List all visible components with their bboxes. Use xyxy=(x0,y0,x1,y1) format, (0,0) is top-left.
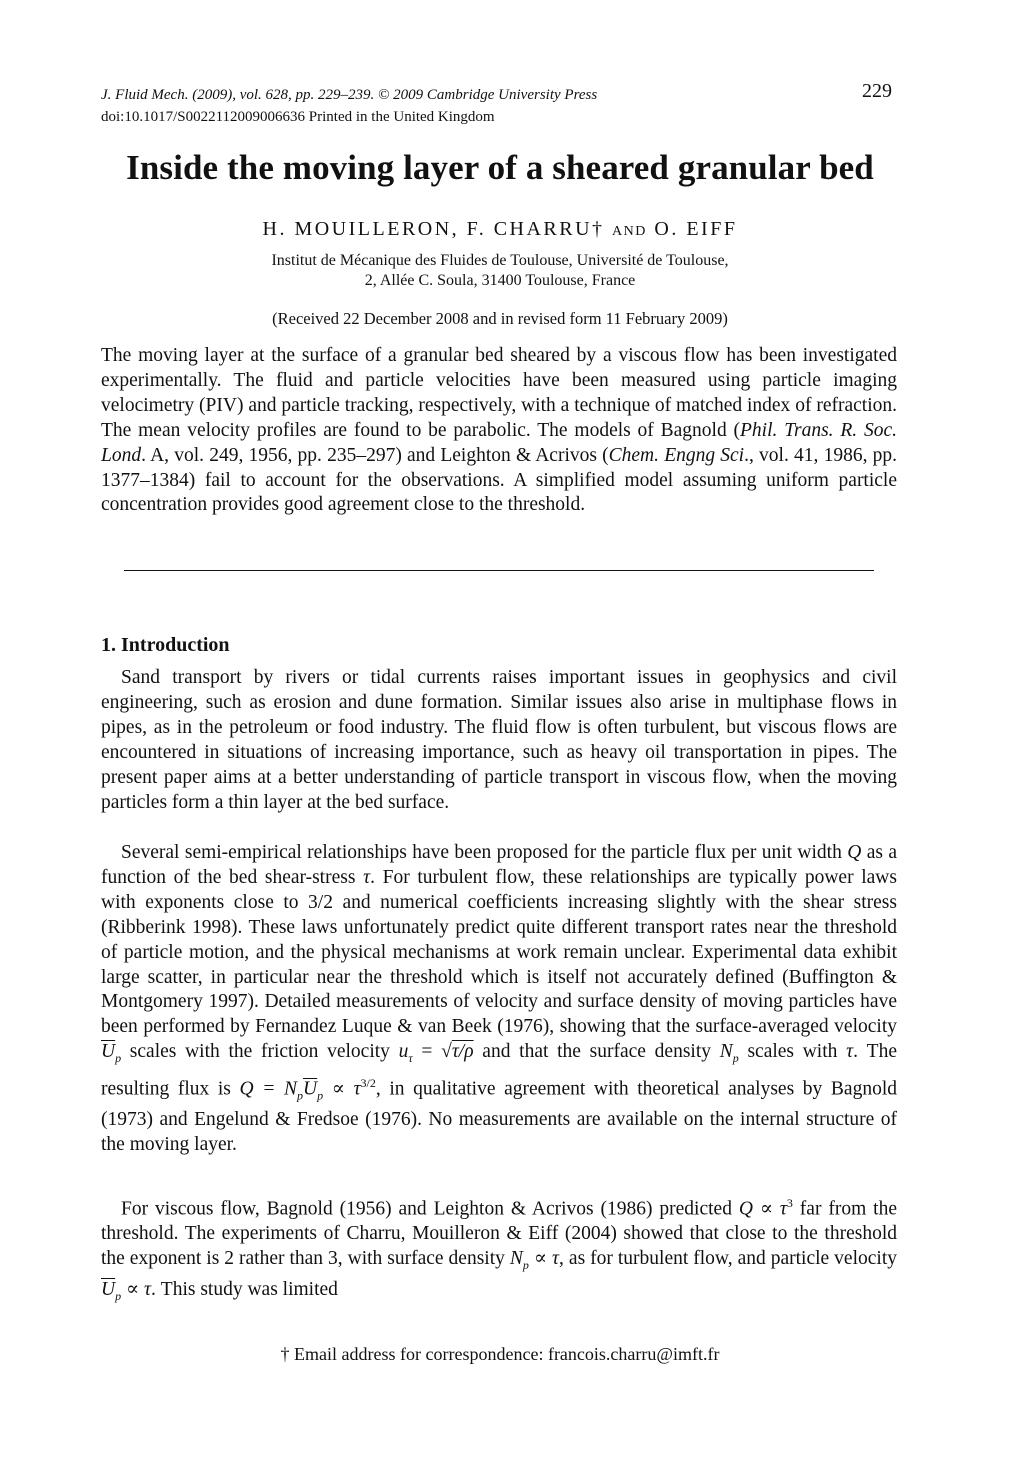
affiliation-line-1: Institut de Mécanique des Fluides de Toulouse, Université de Toulouse, xyxy=(271,252,729,269)
intro-paragraph-2 xyxy=(101,841,897,1158)
affiliation-line-2: 2, Allée C. Soula, 31400 Toulouse, France xyxy=(364,272,636,289)
authors-first: H. MOUILLERON, F. CHARRU† xyxy=(262,218,605,240)
p3-text-b: far from the threshold. The experiments of Charru, Mouilleron & Eiff (2004) showed that close to the threshold the exponent is 2 rather than 3, with surface density xyxy=(101,1198,897,1270)
math-tau: τ xyxy=(363,866,371,888)
abstract-text-3: ., vol. 41, 1986, pp. 1377–1384) fail to account for the observations. A simplified model assuming uniform particle concentration provides good agreement close to the threshold. xyxy=(101,444,897,516)
math-exp-32: 3/2 xyxy=(360,1076,376,1091)
abstract xyxy=(101,344,897,518)
math-sub-tau: τ xyxy=(408,1051,413,1066)
math-sub-p-5: p xyxy=(522,1258,529,1273)
p2-text-b: as a function of the bed shear-stress xyxy=(101,842,897,888)
running-header xyxy=(101,84,801,128)
math-sub-p-3: p xyxy=(297,1088,304,1103)
p3-text-a: For viscous flow, Bagnold (1956) and Leighton & Acrivos (1986) predicted xyxy=(121,1198,739,1220)
math-q: Q xyxy=(847,842,862,863)
math-q-prop: Q ∝ τ xyxy=(738,1198,787,1220)
abstract-ref-1: Phil. Trans. R. Soc. Lond xyxy=(101,419,897,466)
abstract-text-1: The moving layer at the surface of a granular bed sheared by a viscous flow has been investigated experimentally. The fluid and particle velocities have been measured using particle imaging velocimetry (PIV) and particle tracking, respectively, with a technique of matched index of refraction. The mean velocity profiles are found to be parabolic. The models of Bagnold ( xyxy=(101,345,897,441)
p2-text-c: . For turbulent flow, these relationships are typically power laws with exponents close to 3/2 and numerical coefficients increasing slightly with the shear stress (Ribberink 1998). These laws unfortunately predict quite different transport rates near the threshold of particle motion, and the physical mechanisms at work remain unclear. Experimental data exhibit large scatter, in particular near the threshold which is itself not accurately defined (Buffington & Montgomery 1997). Detailed measurements of velocity and surface density of moving particles have been performed by Fernandez Luque & van Beek (1976), showing that the surface-averaged velocity xyxy=(101,866,897,1038)
math-u-tau: u xyxy=(398,1041,409,1063)
abstract-divider xyxy=(124,570,874,571)
math-np-2: N xyxy=(509,1248,523,1270)
math-flux: Q = N xyxy=(239,1078,298,1100)
math-tau-2: τ xyxy=(846,1041,854,1063)
math-prop-tau-2: ∝ τ xyxy=(121,1279,152,1301)
math-sub-p-2: p xyxy=(732,1051,739,1066)
correspondence-footnote: † Email address for correspondence: francois.charru@imft.fr xyxy=(280,1344,720,1364)
page-number: 229 xyxy=(862,80,892,102)
p2-text-e: and that the surface density xyxy=(473,1041,720,1063)
math-sub-p-4: p xyxy=(317,1088,324,1103)
math-eq-sqrt: = √ xyxy=(412,1041,452,1063)
abstract-ref-2: Chem. Engng Sci xyxy=(608,444,745,466)
math-sub-p: p xyxy=(115,1051,122,1066)
math-sub-p-6: p xyxy=(115,1289,122,1303)
math-up-3: $\overline{U}$ xyxy=(101,1279,116,1301)
authors-and: AND xyxy=(612,224,647,239)
paper-title: Inside the moving layer of a sheared granular bed xyxy=(126,148,874,187)
p3-text-c: , as for turbulent flow, and particle velocity xyxy=(559,1248,897,1270)
affiliation xyxy=(0,251,1000,291)
math-flux-prop: ∝ τ xyxy=(323,1078,361,1100)
received-dates: (Received 22 December 2008 and in revised form 11 February 2009) xyxy=(272,309,728,328)
authors-last: O. EIFF xyxy=(654,218,738,240)
abstract-text-2: . A, vol. 249, 1956, pp. 235–297) and Leighton & Acrivos ( xyxy=(141,444,609,466)
intro-paragraph-3 xyxy=(101,1191,897,1309)
math-up: $\overline{U}$ xyxy=(101,1041,116,1063)
p3-text-d: . This study was limited xyxy=(151,1279,338,1301)
section-heading: 1. Introduction xyxy=(101,634,230,656)
math-up-2: $\overline{U}$ xyxy=(303,1078,318,1100)
p2-text-f: scales with xyxy=(738,1041,847,1063)
math-exp-3: 3 xyxy=(786,1196,793,1210)
doi-line: doi:10.1017/S0022112009006636 Printed in the United Kingdom xyxy=(101,109,495,125)
intro-paragraph-1: Sand transport by rivers or tidal currents raises important issues in geophysics and civil engineering, such as erosion and dune formation. Similar issues also arise in multiphase flows in pipes, as in the petroleum or food industry. The fluid flow is often turbulent, but viscous flows are encountered in situations of increasing importance, such as heavy oil transportation in pipes. The present paper aims at a better understanding of particle transport in viscous flow, when the moving particles form a thin layer at the bed surface. xyxy=(101,667,897,813)
journal-citation: J. Fluid Mech. (2009), vol. 628, pp. 229–239. © 2009 Cambridge University Press xyxy=(101,87,598,103)
math-np: N xyxy=(719,1041,733,1063)
author-list xyxy=(0,218,1000,241)
p2-text-d: scales with the friction velocity xyxy=(121,1041,399,1063)
p2-text-g: . The resulting flux is xyxy=(101,1041,897,1100)
p2-text-a: Several semi-empirical relationships have been proposed for the particle flux per unit width xyxy=(121,842,848,863)
math-prop-tau: ∝ τ xyxy=(528,1248,560,1270)
math-tau-rho: τ/ρ xyxy=(451,1041,474,1063)
p2-text-h: , in qualitative agreement with theoretical analyses by Bagnold (1973) and Engelund & Fredsoe (1976). No measurements are available on the internal structure of the moving layer. xyxy=(101,1078,897,1156)
